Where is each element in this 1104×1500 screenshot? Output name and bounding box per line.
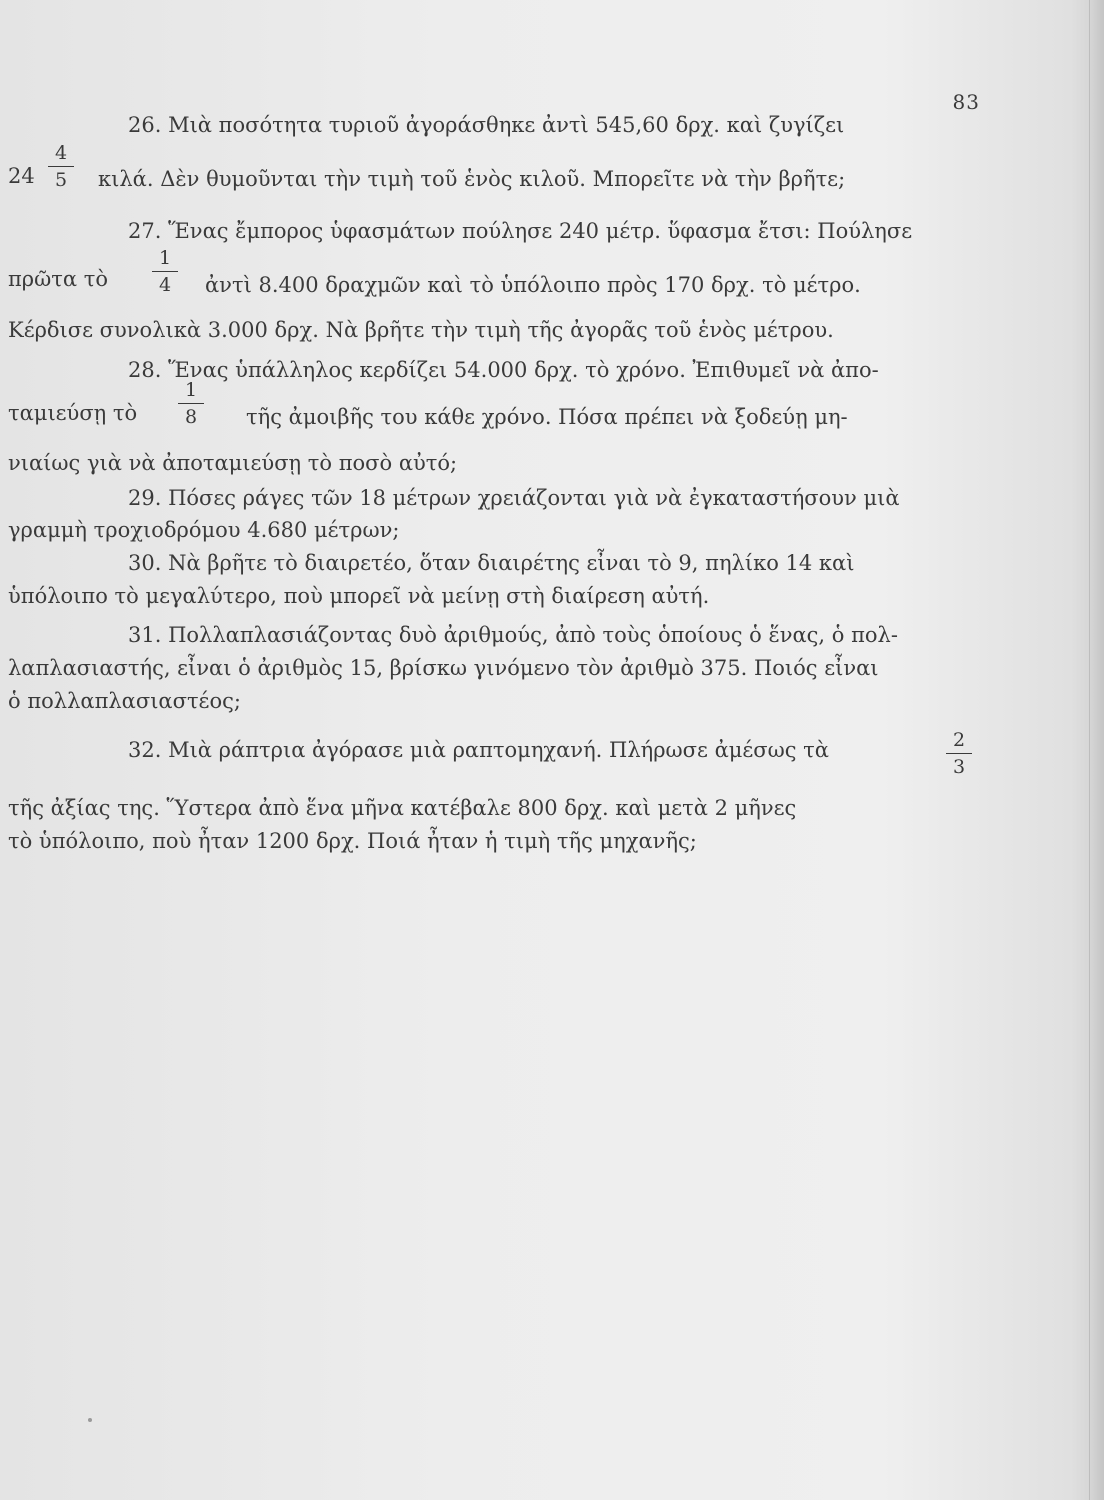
problem-27-prefix: πρῶτα τὸ	[8, 267, 109, 291]
fraction-denominator: 3	[952, 756, 966, 778]
problem-32-fraction	[946, 730, 972, 777]
page-number: 83	[952, 90, 980, 114]
problem-30-line-1: 30. Νὰ βρῆτε τὸ διαιρετέο, ὅταν διαιρέτης εἶναι τὸ 9, πηλίκο 14 καὶ	[128, 551, 855, 575]
fraction-bar	[152, 271, 178, 272]
problem-27-line-1: 27. Ἕνας ἔμπορος ὑφασμάτων πούλησε 240 μέτρ. ὕφασμα ἔτσι: Πούλησε	[128, 219, 913, 243]
fraction-bar	[946, 753, 972, 754]
problem-30-line-2: ὑπόλοιπο τὸ μεγαλύτερο, ποὺ μπορεῖ νὰ μείνῃ στὴ διαίρεση αὐτή.	[8, 584, 710, 608]
fraction-denominator: 4	[158, 274, 172, 296]
fraction-numerator: 2	[952, 729, 966, 751]
problem-29-line-1: 29. Πόσες ράγες τῶν 18 μέτρων χρειάζονται γιὰ νὰ ἐγκαταστήσουν μιὰ	[128, 486, 900, 510]
problem-32-line-1: 32. Μιὰ ράπτρια ἀγόρασε μιὰ ραπτομηχανή. Πλήρωσε ἀμέσως τὰ	[128, 738, 829, 762]
problem-26-whole-number: 24	[8, 164, 35, 188]
problem-31-line-2: λαπλασιαστής, εἶναι ὁ ἀριθμὸς 15, βρίσκω γινόμενο τὸν ἀριθμὸ 375. Ποιός εἶναι	[8, 656, 879, 680]
fraction-numerator: 1	[158, 247, 172, 269]
problem-27-line-3: Κέρδισε συνολικὰ 3.000 δρχ. Νὰ βρῆτε τὴν τιμὴ τῆς ἀγορᾶς τοῦ ἑνὸς μέτρου.	[8, 318, 834, 342]
problem-27-line-2: ἀντὶ 8.400 δραχμῶν καὶ τὸ ὑπόλοιπο πρὸς 170 δρχ. τὸ μέτρο.	[205, 273, 861, 297]
problem-32-line-2: τῆς ἀξίας της. Ὕστερα ἀπὸ ἕνα μῆνα κατέβαλε 800 δρχ. καὶ μετὰ 2 μῆνες	[8, 796, 797, 820]
fraction-numerator: 4	[54, 142, 68, 164]
fraction-denominator: 8	[184, 406, 198, 428]
problem-26-fraction	[48, 143, 74, 190]
problem-28-fraction	[178, 380, 204, 427]
problem-28-line-3: νιαίως γιὰ νὰ ἀποταμιεύσῃ τὸ ποσὸ αὐτό;	[8, 451, 458, 475]
problem-31-line-1: 31. Πολλαπλασιάζοντας δυὸ ἀριθμούς, ἀπὸ τοὺς ὁποίους ὁ ἕνας, ὁ πολ-	[128, 623, 898, 647]
problem-31-line-3: ὁ πολλαπλασιαστέος;	[8, 689, 241, 713]
fraction-numerator: 1	[184, 379, 198, 401]
fraction-bar	[178, 403, 204, 404]
problem-28-prefix: ταμιεύσῃ τὸ	[8, 401, 138, 425]
problem-26-line-1: 26. Μιὰ ποσότητα τυριοῦ ἀγοράσθηκε ἀντὶ 545,60 δρχ. καὶ ζυγίζει	[128, 113, 845, 137]
problem-26-line-2: κιλά. Δὲν θυμοῦνται τὴν τιμὴ τοῦ ἑνὸς κιλοῦ. Μπορεῖτε νὰ τὴν βρῆτε;	[98, 167, 846, 191]
problem-28-line-1: 28. Ἕνας ὑπάλληλος κερδίζει 54.000 δρχ. τὸ χρόνο. Ἐπιθυμεῖ νὰ ἀπο-	[128, 358, 879, 382]
problem-29-line-2: γραμμὴ τροχιοδρόμου 4.680 μέτρων;	[8, 518, 400, 542]
problem-27-fraction	[152, 248, 178, 295]
page-edge	[1089, 0, 1104, 1500]
fraction-denominator: 5	[54, 169, 68, 191]
problem-28-line-2: τῆς ἀμοιβῆς του κάθε χρόνο. Πόσα πρέπει νὰ ξοδεύῃ μη-	[246, 405, 848, 429]
problem-32-line-3: τὸ ὑπόλοιπο, ποὺ ἦταν 1200 δρχ. Ποιά ἦταν ἡ τιμὴ τῆς μηχανῆς;	[8, 829, 697, 853]
fraction-bar	[48, 166, 74, 167]
scan-speck	[88, 1418, 92, 1422]
